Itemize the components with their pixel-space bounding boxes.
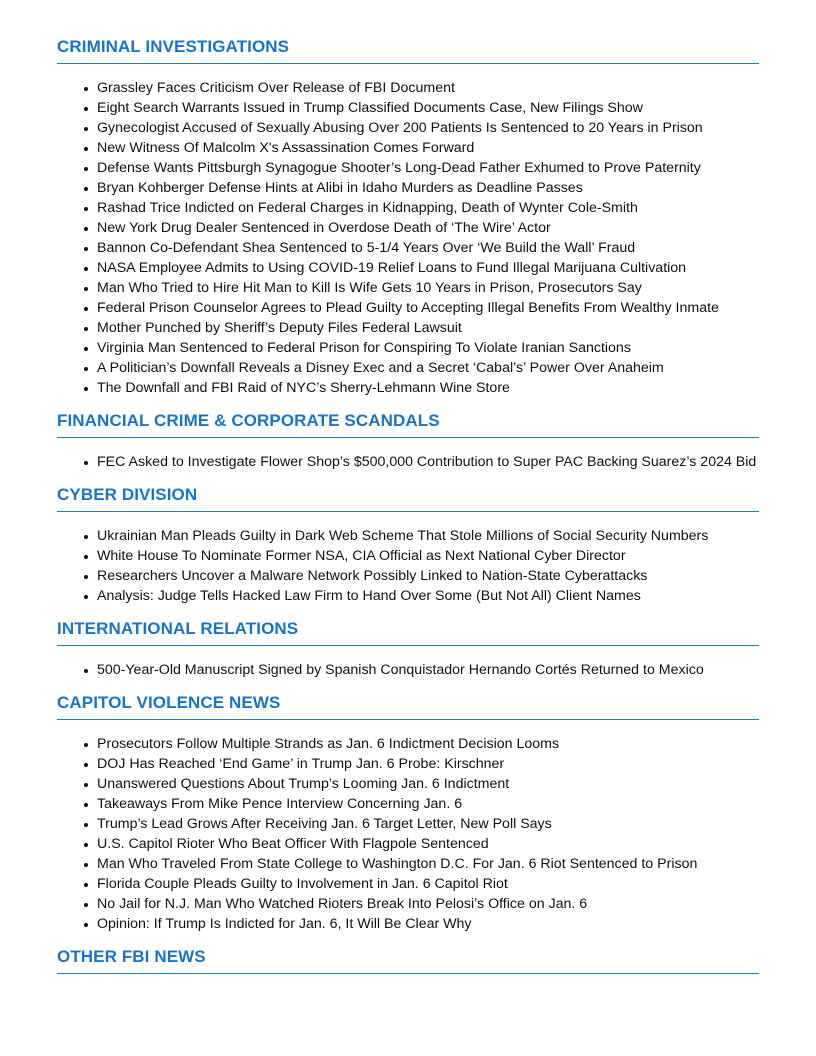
news-link[interactable]: Man Who Traveled From State College to Washington D.C. For Jan. 6 Riot Sentenced to Prison xyxy=(83,854,759,874)
news-link[interactable]: Grassley Faces Criticism Over Release of FBI Document xyxy=(83,78,759,98)
section-heading: CRIMINAL INVESTIGATIONS xyxy=(57,36,759,64)
section-other-fbi-news xyxy=(57,946,759,974)
news-list xyxy=(57,78,759,398)
news-link[interactable]: Bannon Co-Defendant Shea Sentenced to 5-1/4 Years Over ‘We Build the Wall’ Fraud xyxy=(83,238,759,258)
news-link[interactable]: Mother Punched by Sheriff’s Deputy Files Federal Lawsuit xyxy=(83,318,759,338)
news-link[interactable]: Federal Prison Counselor Agrees to Plead Guilty to Accepting Illegal Benefits From Wealthy Inmate xyxy=(83,298,759,318)
news-link[interactable]: U.S. Capitol Rioter Who Beat Officer With Flagpole Sentenced xyxy=(83,834,759,854)
news-link[interactable]: Ukrainian Man Pleads Guilty in Dark Web Scheme That Stole Millions of Social Security Numbers xyxy=(83,526,759,546)
news-link[interactable]: Analysis: Judge Tells Hacked Law Firm to Hand Over Some (But Not All) Client Names xyxy=(83,586,759,606)
news-link[interactable]: 500-Year-Old Manuscript Signed by Spanish Conquistador Hernando Cortés Returned to Mexico xyxy=(83,660,759,680)
news-link[interactable]: Unanswered Questions About Trump’s Looming Jan. 6 Indictment xyxy=(83,774,759,794)
section-heading: FINANCIAL CRIME & CORPORATE SCANDALS xyxy=(57,410,759,438)
news-link[interactable]: New Witness Of Malcolm X's Assassination Comes Forward xyxy=(83,138,759,158)
news-link[interactable]: Prosecutors Follow Multiple Strands as Jan. 6 Indictment Decision Looms xyxy=(83,734,759,754)
news-link[interactable]: Takeaways From Mike Pence Interview Concerning Jan. 6 xyxy=(83,794,759,814)
news-link[interactable]: Defense Wants Pittsburgh Synagogue Shooter’s Long-Dead Father Exhumed to Prove Paternity xyxy=(83,158,759,178)
news-link[interactable]: Bryan Kohberger Defense Hints at Alibi in Idaho Murders as Deadline Passes xyxy=(83,178,759,198)
news-link[interactable]: Man Who Tried to Hire Hit Man to Kill Is Wife Gets 10 Years in Prison, Prosecutors Say xyxy=(83,278,759,298)
news-list xyxy=(57,452,759,472)
news-link[interactable]: Virginia Man Sentenced to Federal Prison for Conspiring To Violate Iranian Sanctions xyxy=(83,338,759,358)
section-financial-crime xyxy=(57,410,759,472)
news-link[interactable]: Eight Search Warrants Issued in Trump Classified Documents Case, New Filings Show xyxy=(83,98,759,118)
news-link[interactable]: Trump’s Lead Grows After Receiving Jan. 6 Target Letter, New Poll Says xyxy=(83,814,759,834)
news-link[interactable]: A Politician’s Downfall Reveals a Disney Exec and a Secret ‘Cabal’s’ Power Over Anaheim xyxy=(83,358,759,378)
news-link[interactable]: Researchers Uncover a Malware Network Possibly Linked to Nation-State Cyberattacks xyxy=(83,566,759,586)
news-link[interactable]: No Jail for N.J. Man Who Watched Rioters Break Into Pelosi’s Office on Jan. 6 xyxy=(83,894,759,914)
news-list xyxy=(57,526,759,606)
news-link[interactable]: Opinion: If Trump Is Indicted for Jan. 6, It Will Be Clear Why xyxy=(83,914,759,934)
news-link[interactable]: NASA Employee Admits to Using COVID-19 Relief Loans to Fund Illegal Marijuana Cultivation xyxy=(83,258,759,278)
news-link[interactable]: FEC Asked to Investigate Flower Shop’s $500,000 Contribution to Super PAC Backing Suarez’s 2024 Bid xyxy=(83,452,759,472)
news-link[interactable]: DOJ Has Reached ‘End Game’ in Trump Jan. 6 Probe: Kirschner xyxy=(83,754,759,774)
news-list xyxy=(57,734,759,934)
section-heading: CYBER DIVISION xyxy=(57,484,759,512)
section-heading: CAPITOL VIOLENCE NEWS xyxy=(57,692,759,720)
news-link[interactable]: Gynecologist Accused of Sexually Abusing Over 200 Patients Is Sentenced to 20 Years in Prison xyxy=(83,118,759,138)
news-list xyxy=(57,660,759,680)
section-heading: OTHER FBI NEWS xyxy=(57,946,759,974)
news-link[interactable]: White House To Nominate Former NSA, CIA Official as Next National Cyber Director xyxy=(83,546,759,566)
news-link[interactable]: Florida Couple Pleads Guilty to Involvement in Jan. 6 Capitol Riot xyxy=(83,874,759,894)
section-cyber-division xyxy=(57,484,759,606)
section-international-relations xyxy=(57,618,759,680)
section-capitol-violence xyxy=(57,692,759,934)
section-criminal-investigations xyxy=(57,36,759,398)
news-link[interactable]: New York Drug Dealer Sentenced in Overdose Death of ‘The Wire’ Actor xyxy=(83,218,759,238)
section-heading: INTERNATIONAL RELATIONS xyxy=(57,618,759,646)
news-link[interactable]: Rashad Trice Indicted on Federal Charges in Kidnapping, Death of Wynter Cole-Smith xyxy=(83,198,759,218)
news-link[interactable]: The Downfall and FBI Raid of NYC’s Sherry-Lehmann Wine Store xyxy=(83,378,759,398)
